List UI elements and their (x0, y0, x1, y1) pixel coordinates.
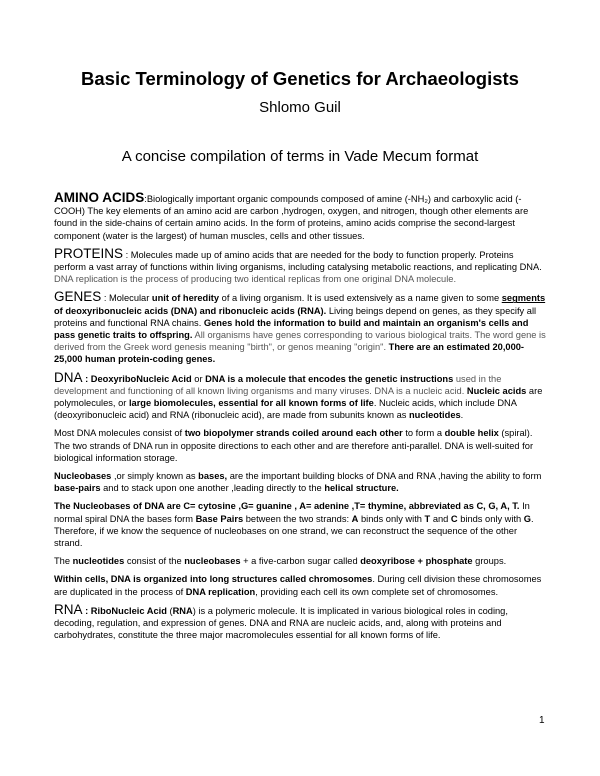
dna-bold-1: : DeoxyriboNucleic Acid (82, 373, 192, 384)
nucleotides-text-1: The (54, 556, 73, 567)
nucleotides-text-3: + a five-carbon sugar called (240, 556, 361, 567)
chromosomes-text-1: . During cell division these chromosomes are duplicated in the process of (54, 574, 542, 597)
term-genes: GENES (54, 289, 102, 305)
dna-text-4: . Nucleic acids, which include DNA (deoxyribonucleic acid) and RNA (ribonucleic acid), are made from subunits known as (54, 398, 517, 421)
pairs-text-6: . Therefore, if we know the sequence of nucleobases on one strand, we can reconstruct the sequence of the other strand. (54, 513, 534, 549)
rna-bold-1: : RiboNucleic Acid (82, 605, 167, 616)
pairs-bold-5: C (450, 513, 458, 524)
genes-underlined: segments (501, 293, 546, 304)
chromosomes-bold-1: Within cells, DNA is organized into long structures called chromosomes (54, 574, 373, 585)
dna-text-3: are polymolecules, or (54, 385, 543, 409)
paragraph-rna (54, 601, 548, 642)
nucleobases-text-2: are the important building blocks of DNA and RNA ,having the ability to form (227, 471, 542, 482)
rna-text-1: ( (166, 605, 173, 616)
amino-acids-text: :Biologically important organic compounds composed of amine (-NH₂) and carboxylic acid (-COOH) The key elements of an amino acid are carbon ,hydrogen, oxygen, and nitrogen, though other elements are found in the side-chains of certain amino acids. In the form of proteins, amino acids comprise the second-largest component (water is the largest) of human muscles, cells and other tissues. (54, 194, 529, 241)
document-author: Shlomo Guil (259, 99, 341, 116)
pairs-text-4: and (430, 513, 451, 524)
genes-bold-2: of deoxyribonucleic acids (DNA) and ribonucleic acids (RNA). (54, 305, 327, 316)
document-body (54, 192, 548, 648)
dna-bold-5: nucleotides (409, 410, 461, 421)
paragraph-proteins (54, 245, 548, 286)
genes-text-2: of a living organism. It is used extensively as a name given to some (219, 293, 502, 304)
helix-text-3: (spiral). The two strands of DNA run in opposite directions to each other and are therefore anti-parallel. DNA is well-suited for biological information storage. (54, 428, 534, 463)
paragraph-amino-acids (54, 192, 548, 242)
genes-text-1: : Molecular (101, 293, 152, 304)
nucleotides-text-4: groups. (472, 556, 507, 567)
genes-bold-1: unit of heredity (151, 293, 220, 304)
paragraph-nucleotides (54, 555, 548, 567)
nucleobases-bold-3: base-pairs (54, 483, 101, 494)
nucleobases-bold-1: Nucleobases (54, 471, 112, 482)
nucleotides-bold-1: nucleotides (72, 556, 125, 567)
nucleobases-bold-4: helical structure. (324, 483, 399, 494)
document-title: Basic Terminology of Genetics for Archaeologists (81, 68, 519, 89)
dna-text-2: used in the development and functioning of all known living organisms and many viruses. DNA is a nucleic acid. (54, 373, 502, 396)
paragraph-base-pairs (54, 500, 548, 549)
paragraph-genes (54, 291, 548, 365)
chromosomes-bold-2: DNA replication (185, 586, 256, 597)
pairs-bold-3: A (351, 513, 359, 524)
pairs-bold-1: The Nucleobases of DNA are C= cytosine ,G= guanine , A= adenine ,T= thymine, abbreviated as C, G, A, T. (54, 501, 520, 512)
dna-bold-4: large biomolecules, essential for all known forms of life (128, 398, 374, 409)
proteins-replication-text: DNA replication is the process of producing two identical replicas from one original DNA molecule. (54, 274, 457, 285)
chromosomes-text-2: , providing each cell its own complete set of chromosomes. (255, 586, 499, 597)
helix-bold-2: double helix (444, 428, 499, 439)
pairs-bold-4: T (424, 513, 431, 524)
term-dna: DNA (54, 369, 83, 385)
page-number: 1 (539, 715, 545, 726)
nucleobases-text-3: and to stack upon one another ,leading directly to the (100, 483, 325, 494)
proteins-text: : Molecules made up of amino acids that are needed for the body to function properly. Proteins perform a vast array of functions within living organisms, including catalysing metabolic reactions, and replicating DNA. (54, 249, 542, 273)
rna-text-2: ) is a polymeric molecule. It is implicated in various biological roles in coding, decoding, regulation, and expression of genes. DNA and RNA are nucleic acids, and, along with proteins and carbohydrates, constitute the three major macromolecules essential for all known forms of life. (54, 605, 508, 641)
rna-bold-2: RNA (172, 605, 193, 616)
dna-text-1: or (191, 373, 206, 384)
dna-text-5: . (460, 410, 464, 421)
pairs-text-1: In normal spiral DNA the bases form (54, 501, 530, 524)
paragraph-double-helix (54, 427, 548, 464)
genes-bold-4: There are an estimated 20,000-25,000 human protein-coding genes. (54, 342, 525, 365)
term-amino-acids: AMINO ACIDS (54, 190, 145, 205)
helix-bold-1: two biopolymer strands coiled around each other (184, 428, 403, 439)
genes-text-3: Living beings depend on genes, as they specify all proteins and functional RNA chains. (54, 305, 537, 328)
pairs-text-3: binds only with (358, 513, 425, 524)
helix-text-1: Most DNA molecules consist of (54, 428, 185, 439)
term-rna: RNA (54, 601, 83, 617)
pairs-bold-6: G (523, 513, 532, 524)
pairs-text-5: binds only with (457, 513, 524, 524)
paragraph-chromosomes (54, 573, 548, 597)
nucleotides-bold-2: nucleobases (184, 556, 241, 567)
genes-bold-3: Genes hold the information to build and maintain an organism's cells and pass genetic traits to offspring. (54, 317, 529, 341)
nucleobases-bold-2: bases, (198, 471, 228, 482)
pairs-text-2: between the two strands: (243, 513, 352, 524)
pairs-bold-2: Base Pairs (195, 513, 244, 524)
paragraph-nucleobases (54, 470, 548, 494)
document-subtitle: A concise compilation of terms in Vade Mecum format (121, 148, 479, 165)
term-proteins: PROTEINS (54, 245, 124, 261)
helix-text-2: to form a (402, 428, 445, 439)
nucleotides-text-2: consist of the (124, 556, 185, 567)
genes-text-4: All organisms have genes corresponding to various biological traits. The word gene is derived from the Greek word genesis meaning "birth", or genos meaning "origin". (54, 330, 546, 353)
nucleotides-bold-3: deoxyribose + phosphate (360, 556, 473, 567)
paragraph-dna (54, 369, 548, 422)
dna-bold-3: Nucleic acids (466, 385, 527, 396)
dna-bold-2: DNA is a molecule that encodes the genetic instructions (205, 373, 454, 384)
nucleobases-text-1: ,or simply known as (111, 471, 199, 482)
